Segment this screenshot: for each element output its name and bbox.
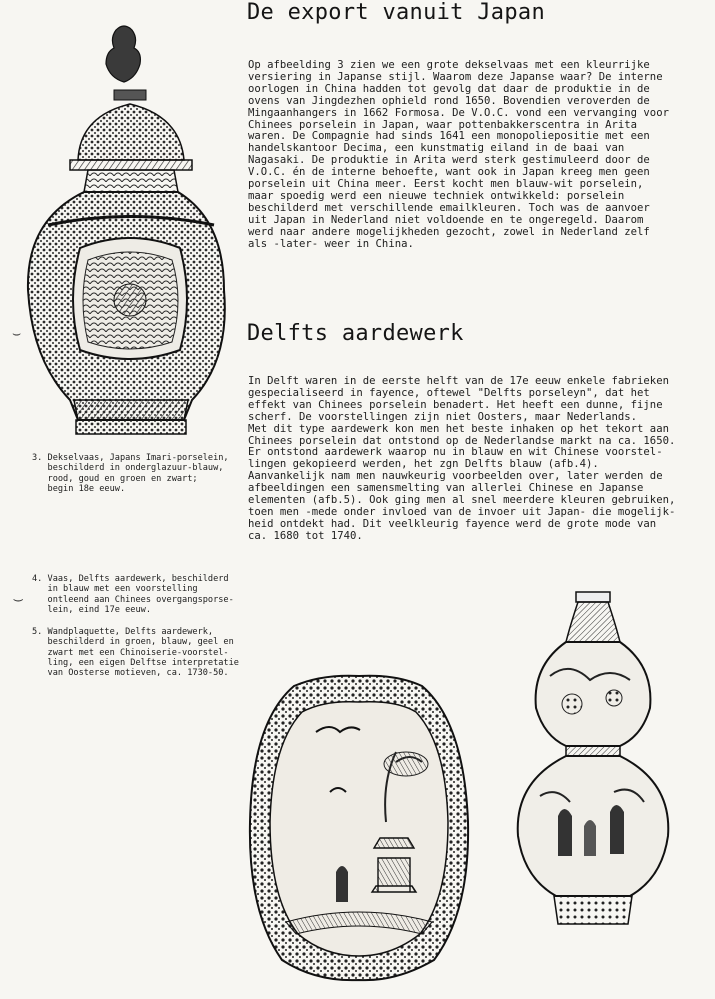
section-title-delfts-aardewerk: Delfts aardewerk xyxy=(247,321,464,346)
double-gourd-vase-illustration xyxy=(510,586,675,936)
text-line: in blauw met een voorstelling xyxy=(32,584,198,595)
text-line: afbeeldingen een samensmelting van allerlei Chinese en Japanse xyxy=(248,482,644,495)
text-line: 4. Vaas, Delfts aardewerk, beschilderd xyxy=(32,574,229,584)
text-line: maar spoedig werd een nieuwe techniek ontwikkeld: porselein xyxy=(248,189,625,202)
text-line: rood, goud en groen en zwart; xyxy=(32,473,198,484)
text-line: heid ontdekt had. Dit veelkleurig fayence werd de grote mode van xyxy=(248,517,657,530)
text-line: zwart met een Chinoiserie-voorstel- xyxy=(32,647,229,658)
text-line: Aanvankelijk nam men nauwkeurig voorbeelden over, later werden de xyxy=(248,470,663,483)
text-line: scherf. De voorstellingen zijn niet Oosters, maar Nederlands. xyxy=(248,410,638,423)
text-line: als -later- weer in China. xyxy=(248,237,414,250)
text-line: ovens van Jingdezhen ophield rond 1650. Bovendien veroverden de xyxy=(248,94,650,107)
text-line: 3. Dekselvaas, Japans Imari-porselein, xyxy=(32,453,229,463)
text-line: Met dit type aardewerk kon men het beste inhaken op het tekort aan xyxy=(248,422,669,435)
text-line: beschilderd met verschillende emailkleuren. Toch was de aanvoer xyxy=(248,201,650,214)
text-line: versiering in Japanse stijl. Waarom deze Japanse waar? De interne xyxy=(248,70,663,83)
paragraph-delfts-aardewerk xyxy=(248,376,675,543)
text-line: ontleend aan Chinees overgangsporse- xyxy=(32,594,234,605)
text-line: ling, een eigen Delftse interpretatie xyxy=(32,657,239,668)
text-line: effekt van Chinees porselein benadert. Het heeft een dunne, fijne xyxy=(248,398,663,411)
text-line: uit Japan in Nederland niet voldoende en te ongeregeld. Daarom xyxy=(248,213,644,226)
text-line: Er ontstond aardewerk waarop nu in blauw en wit Chinese voorstel- xyxy=(248,446,663,459)
text-line: Op afbeelding 3 zien we een grote dekselvaas met een kleurrijke xyxy=(248,59,650,71)
scan-mark: ‿ xyxy=(14,586,23,602)
text-line: In Delft waren in de eerste helft van de 17e eeuw enkele fabrieken xyxy=(248,375,669,387)
text-line: waren. De Compagnie had sinds 1641 een monopoliepositie met een xyxy=(248,130,650,143)
text-line: elementen (afb.5). Ook ging men al snel meerdere kleuren gebruiken, xyxy=(248,494,676,507)
text-line: Mingaanhangers in 1662 Formosa. De V.O.C. vond een vervanging voor xyxy=(248,106,669,119)
text-line: werd naar andere mogelijkheden gezocht, zowel in Nederland zelf xyxy=(248,225,650,238)
text-line: gespecialiseerd in fayence, oftewel "Delfts porseleyn", dat het xyxy=(248,386,650,399)
text-line: begin 18e eeuw. xyxy=(32,483,126,494)
caption-figure-3 xyxy=(32,453,229,494)
text-line: lingen gekopieerd werden, het zgn Delfts blauw (afb.4). xyxy=(248,458,599,471)
text-line: ca. 1680 tot 1740. xyxy=(248,529,363,542)
text-line: V.O.C. én de interne behoefte, want ook in Japan kreeg men geen xyxy=(248,166,650,179)
text-line: Chinees porselein in Japan, waar pottenbakkerscentra in Arita xyxy=(248,118,638,131)
text-line: porselein uit China meer. Eerst kocht men blauw-wit porselein, xyxy=(248,178,644,191)
text-line: Nagasaki. De produktie in Arita werd sterk gestimuleerd door de xyxy=(248,154,650,167)
caption-figure-4 xyxy=(32,574,234,615)
text-line: beschilderd in onderglazuur-blauw, xyxy=(32,463,224,474)
caption-figure-5 xyxy=(32,627,239,678)
lidded-vase-illustration xyxy=(18,20,233,440)
text-line: oorlogen in China hadden tot gevolg dat daar de produktie in de xyxy=(248,82,650,95)
text-line: handelskantoor Decima, een kunstmatig eiland in de baai van xyxy=(248,142,625,155)
paragraph-export-japan xyxy=(248,60,669,251)
scan-mark: ⌣ xyxy=(12,326,22,342)
text-line: 5. Wandplaquette, Delfts aardewerk, xyxy=(32,627,214,637)
text-line: lein, eind 17e eeuw. xyxy=(32,604,151,615)
section-title-export-japan: De export vanuit Japan xyxy=(247,0,545,25)
text-line: beschilderd in groen, blauw, geel en xyxy=(32,637,234,648)
text-line: Chinees porselein dat ontstond op de Nederlandse markt na ca. 1650. xyxy=(248,434,676,447)
text-line: toen men -mede onder invloed van de invoer uit Japan- die mogelijk- xyxy=(248,505,676,518)
text-line: van Oosterse motieven, ca. 1730-50. xyxy=(32,668,229,679)
wall-plaque-illustration xyxy=(246,672,472,984)
